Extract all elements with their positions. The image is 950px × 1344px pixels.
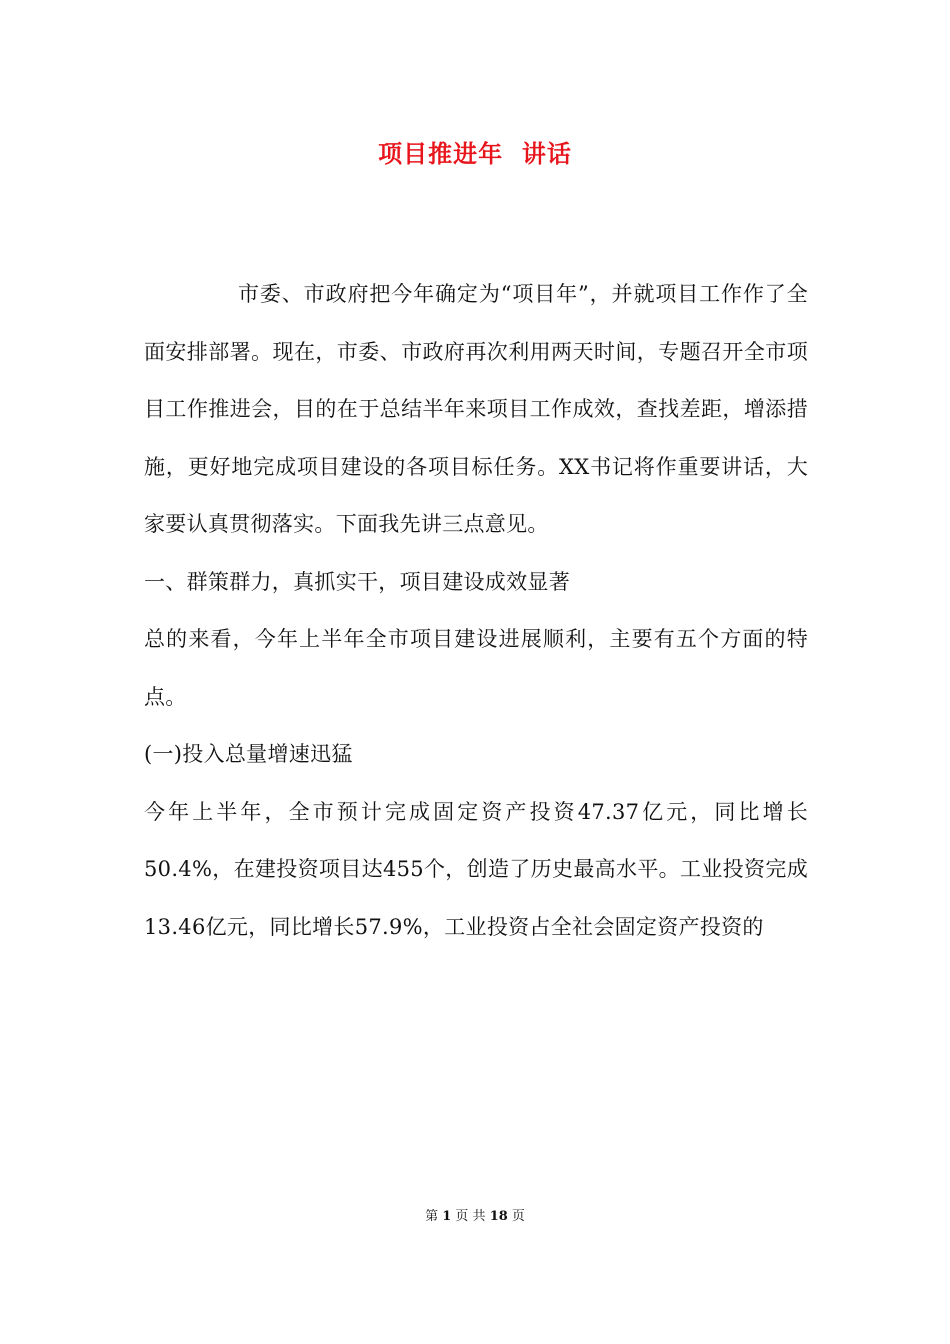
document-title: 项目推进年 讲话 — [378, 140, 572, 168]
subsection-heading-1: (一)投入总量增速迅猛 — [144, 742, 353, 766]
document-body — [144, 266, 808, 956]
paragraph-overview: 总的来看，今年上半年全市项目建设进展顺利，主要有五个方面的特点。 — [144, 627, 808, 709]
footer-current-page: 1 — [442, 1209, 452, 1224]
footer-total-pages: 18 — [489, 1209, 508, 1224]
footer-middle: 页 共 — [455, 1209, 486, 1224]
paragraph-intro: 市委、市政府把今年确定为“项目年”，并就项目工作作了全面安排部署。现在，市委、市政府再次利用两天时间，专题召开全市项目工作推进会，目的在于总结半年来项目工作成效，查找差距，增添措施，更好地完成项目建设的各项目标任务。XX书记将作重要讲话，大家要认真贯彻落实。下面我先讲三点意见。 — [144, 282, 808, 536]
section-heading-1: 一、群策群力，真抓实干，项目建设成效显著 — [144, 569, 570, 594]
paragraph-investment: 今年上半年，全市预计完成固定资产投资47.37亿元，同比增长50.4%，在建投资项目达455个，创造了历史最高水平。工业投资完成13.46亿元，同比增长57.9%，工业投资占全社会固定资产投资的 — [144, 799, 808, 939]
footer-suffix: 页 — [511, 1209, 525, 1224]
footer-prefix: 第 — [425, 1209, 439, 1224]
page-footer — [0, 1207, 950, 1227]
